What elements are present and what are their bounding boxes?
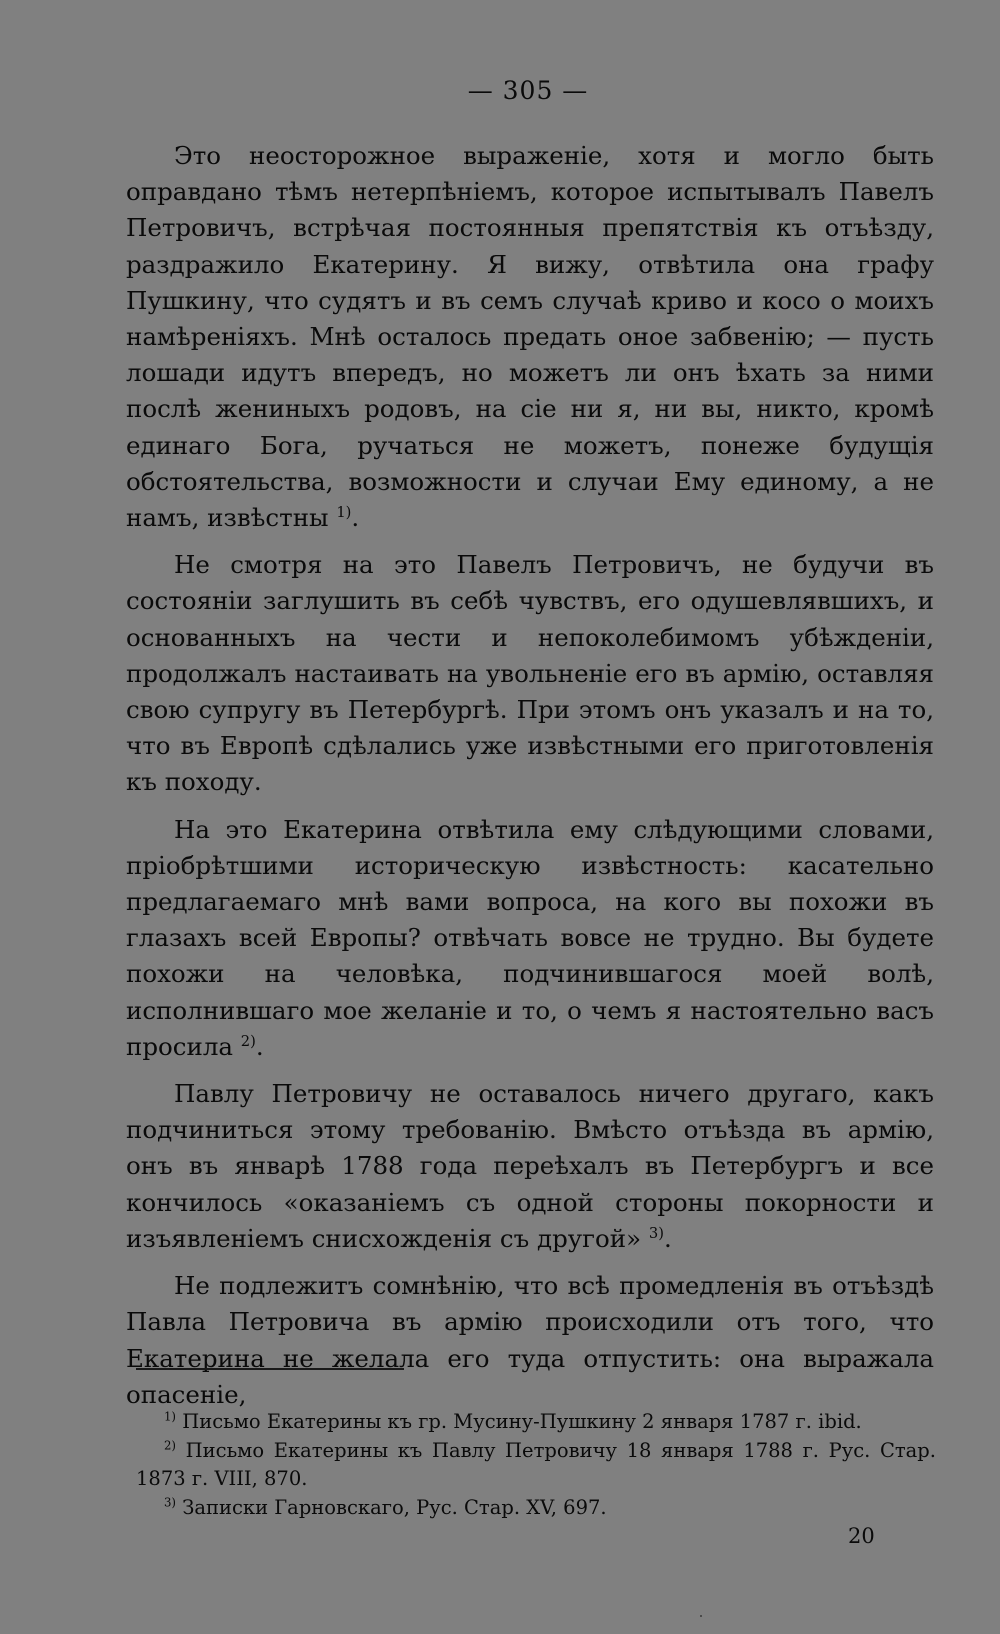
paragraph-text: Это неосторожное выраженіе, хотя и могло быть оправдано тѣмъ нетерпѣніемъ, которое испытывалъ Павелъ Петровичъ, встрѣчая постоянныя препятствія къ отъѣзду, раздражило Екатерину. Я вижу, отвѣтила она графу Пушкину, что судятъ и въ семъ случаѣ криво и косо о моихъ намѣреніяхъ. Мнѣ осталось предать оное забвенію; — пусть лошади идутъ впередъ, но можетъ ли онъ ѣхать за ними послѣ жениныхъ родовъ, на сіе ни я, ни вы, никто, кромѣ единаго Бога, ручаться не можетъ, понеже будущія обстоятельства, возможности и случаи Ему единому, а не намъ, извѣстны [126,141,934,533]
paragraph [126,547,934,800]
footnote [136,1408,936,1437]
footnote-reference: 3) [648,1224,664,1242]
footnotes [136,1408,936,1522]
signature-mark: 20 [848,1524,875,1548]
paragraph-text: На это Екатерина отвѣтила ему слѣдующими словами, пріобрѣтшими историческую извѣстность: касательно предлагаемаго мнѣ вами вопроса, на кого вы похожи въ глазахъ всей Европы? отвѣчать вовсе не трудно. Вы будете похожи на человѣка, подчинившагося моей волѣ, исполнившаго мое желаніе и то, о чемъ я настоятельно васъ просила [126,814,934,1061]
footnote [136,1494,936,1523]
footnote-marker: 3) [164,1495,176,1509]
footnote-text: Письмо Екатерины къ Павлу Петровичу 18 января 1788 г. Рус. Стар. 1873 г. VIII, 870. [136,1438,936,1490]
footnote-reference: 1) [336,503,352,521]
page-number: — 305 — [467,76,589,105]
main-text [126,138,934,1424]
footnote-marker: 2) [164,1438,176,1452]
footnote-reference: 2) [240,1032,256,1050]
paragraph-text: Не смотря на это Павелъ Петровичъ, не будучи въ состояніи заглушить въ себѣ чувствъ, его одушевлявшихъ, и основанныхъ на чести и непоколебимомъ убѣжденіи, продолжалъ настаивать на увольненіе его въ армію, оставляя свою супругу въ Петербургѣ. При этомъ онъ указалъ и на то, что въ Европѣ сдѣлались уже извѣстными его приготовленія къ походу. [126,550,934,797]
paragraph: На это Екатерина отвѣтила ему слѣдующими словами, пріобрѣтшими историческую извѣстность: касательно предлагаемаго мнѣ вами вопроса, на кого вы похожи въ глазахъ всей Европы? отвѣчать вовсе не трудно. Вы будете похожи на человѣка, подчинившагося моей волѣ, исполнившаго мое желаніе и то, о чемъ я настоятельно васъ просила $^{2)}$. [126,814,934,1061]
footnote [136,1437,936,1494]
paragraph: Павлу Петровичу не оставалось ничего другаго, какъ подчиниться этому требованію. Вмѣсто отъѣзда въ армію, онъ въ январѣ 1788 года переѣхалъ въ Петербургъ и все кончилось «оказаніемъ съ одной стороны покорности и изъявленіемъ снисхожденія съ другой» $^{3)}$. [126,1079,934,1253]
footnote-divider [136,1368,404,1370]
scan-speck [700,1615,702,1617]
paragraph-text: Не подлежитъ сомнѣнію, что всѣ промедленія въ отъѣздѣ Павла Петровича въ армію происходили отъ того, что Екатерина не желала его туда отпустить: она выражала опасеніе, [126,1271,934,1409]
paragraph [126,1268,934,1413]
footnote-marker: 1) [164,1409,176,1424]
footnote-text: Записки Гарновскаго, Рус. Стар. XV, 697. [182,1495,607,1519]
paragraph-text: Павлу Петровичу не оставалось ничего другаго, какъ подчиниться этому требованію. Вмѣсто отъѣзда въ армію, онъ въ январѣ 1788 года переѣхалъ въ Петербургъ и все кончилось «оказаніемъ съ одной стороны покорности и изъявленіемъ снисхожденія съ другой» [126,1079,934,1253]
paragraph: Это неосторожное выраженіе, хотя и могло быть оправдано тѣмъ нетерпѣніемъ, которое испытывалъ Павелъ Петровичъ, встрѣчая постоянныя препятствія къ отъѣзду, раздражило Екатерину. Я вижу, отвѣтила она графу Пушкину, что судятъ и въ семъ случаѣ криво и косо о моихъ намѣреніяхъ. Мнѣ осталось предать оное забвенію; — пусть лошади идутъ впередъ, но можетъ ли онъ ѣхать за ними послѣ жениныхъ родовъ, на сіе ни я, ни вы, никто, кромѣ единаго Бога, ручаться не можетъ, понеже будущія обстоятельства, возможности и случаи Ему единому, а не намъ, извѣстны $^{1)}$. [126,141,934,533]
footnote-text: Письмо Екатерины къ гр. Мусину-Пушкину 2 января 1787 г. ibid. [182,1410,862,1433]
